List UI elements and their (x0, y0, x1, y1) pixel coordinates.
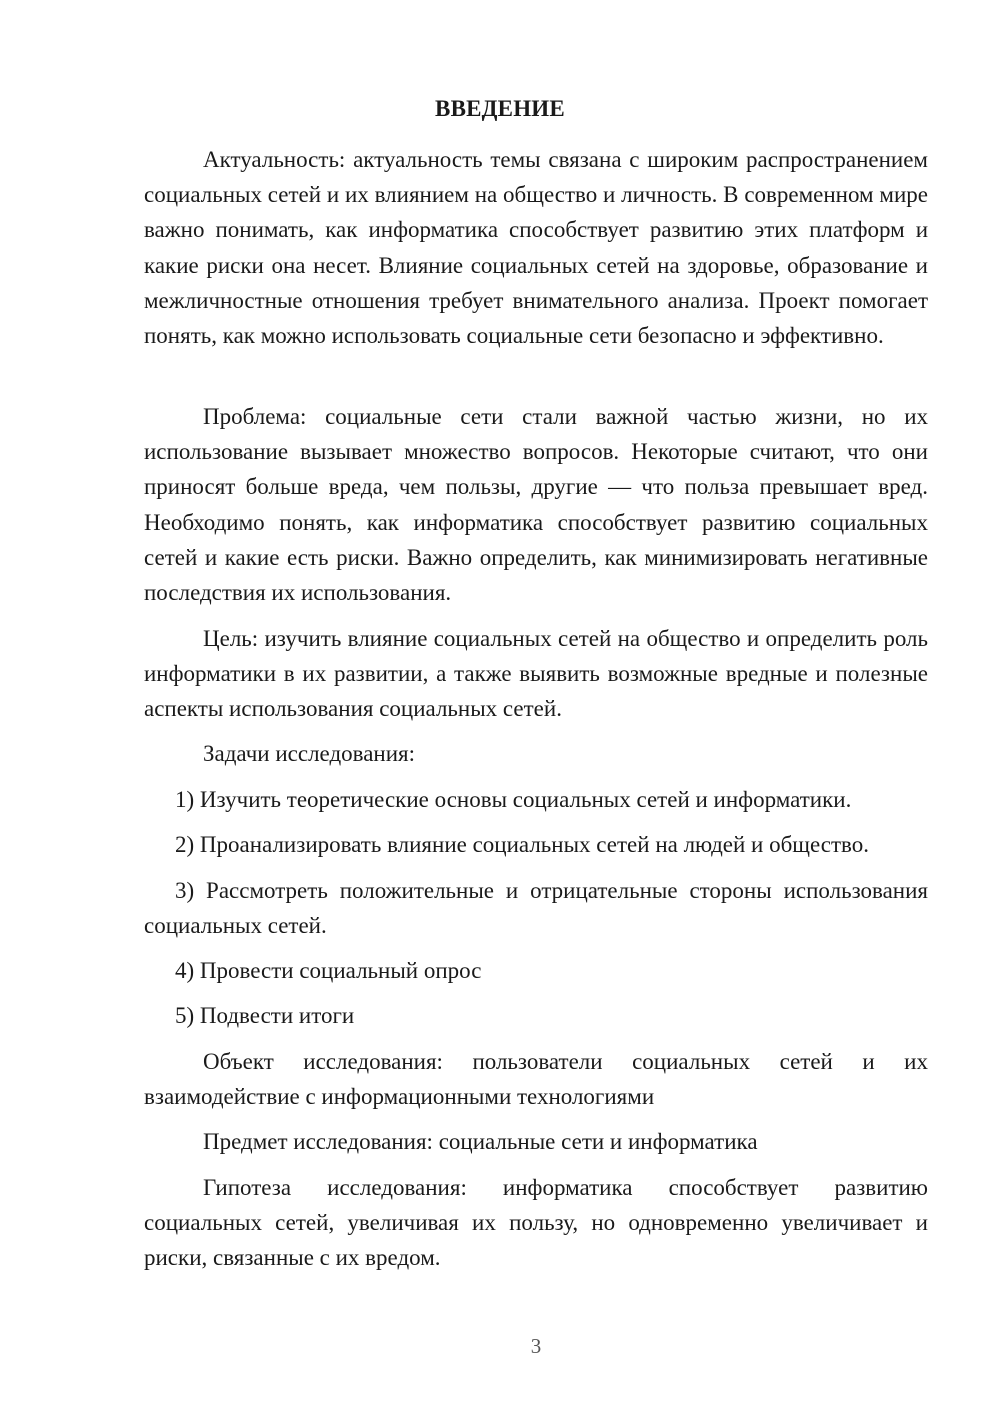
goal-paragraph: Цель: изучить влияние социальных сетей на общество и определить роль информатики в их развитии, а также выявить возможные вредные и полезные аспекты использования социальных сетей. (144, 626, 928, 722)
task-item-5: 5) Подвести итоги (175, 1003, 355, 1028)
hypothesis-paragraph: Гипотеза исследования: информатика способствует развитию социальных сетей, увеличивая их пользу, но одновременно увеличивает и риски, связанные с их вредом. (144, 1175, 928, 1271)
task-item-2: 2) Проанализировать влияние социальных сетей на людей и общество. (175, 832, 870, 857)
tasks-title: Задачи исследования: (203, 741, 416, 766)
object-paragraph: Объект исследования: пользователи социальных сетей и их взаимодействие с информационными технологиями (144, 1049, 928, 1110)
task-item-4: 4) Провести социальный опрос (175, 958, 482, 983)
page-number: 3 (530, 1334, 542, 1358)
task-item-3: 3) Рассмотреть положительные и отрицательные стороны использования социальных сетей. (144, 878, 928, 939)
section-heading: ВВЕДЕНИЕ (435, 96, 565, 121)
relevance-paragraph: Актуальность: актуальность темы связана с широким распространением социальных сетей и их влиянием на общество и личность. В современном мире важно понимать, как информатика способствует развитию этих платформ и какие риски она несет. Влияние социальных сетей на здоровье, образование и межличностные отношения требует внимательного анализа. Проект помогает понять, как можно использовать социальные сети безопасно и эффективно. (144, 147, 928, 349)
subject-paragraph: Предмет исследования: социальные сети и информатика (203, 1129, 758, 1154)
problem-paragraph: Проблема: социальные сети стали важной частью жизни, но их использование вызывает множество вопросов. Некоторые считают, что они приносят больше вреда, чем пользы, другие — что польза превышает вред. Необходимо понять, как информатика способствует развитию социальных сетей и какие есть риски. Важно определить, как минимизировать негативные последствия их использования. (144, 404, 928, 606)
task-item-1: 1) Изучить теоретические основы социальных сетей и информатики. (175, 787, 852, 812)
